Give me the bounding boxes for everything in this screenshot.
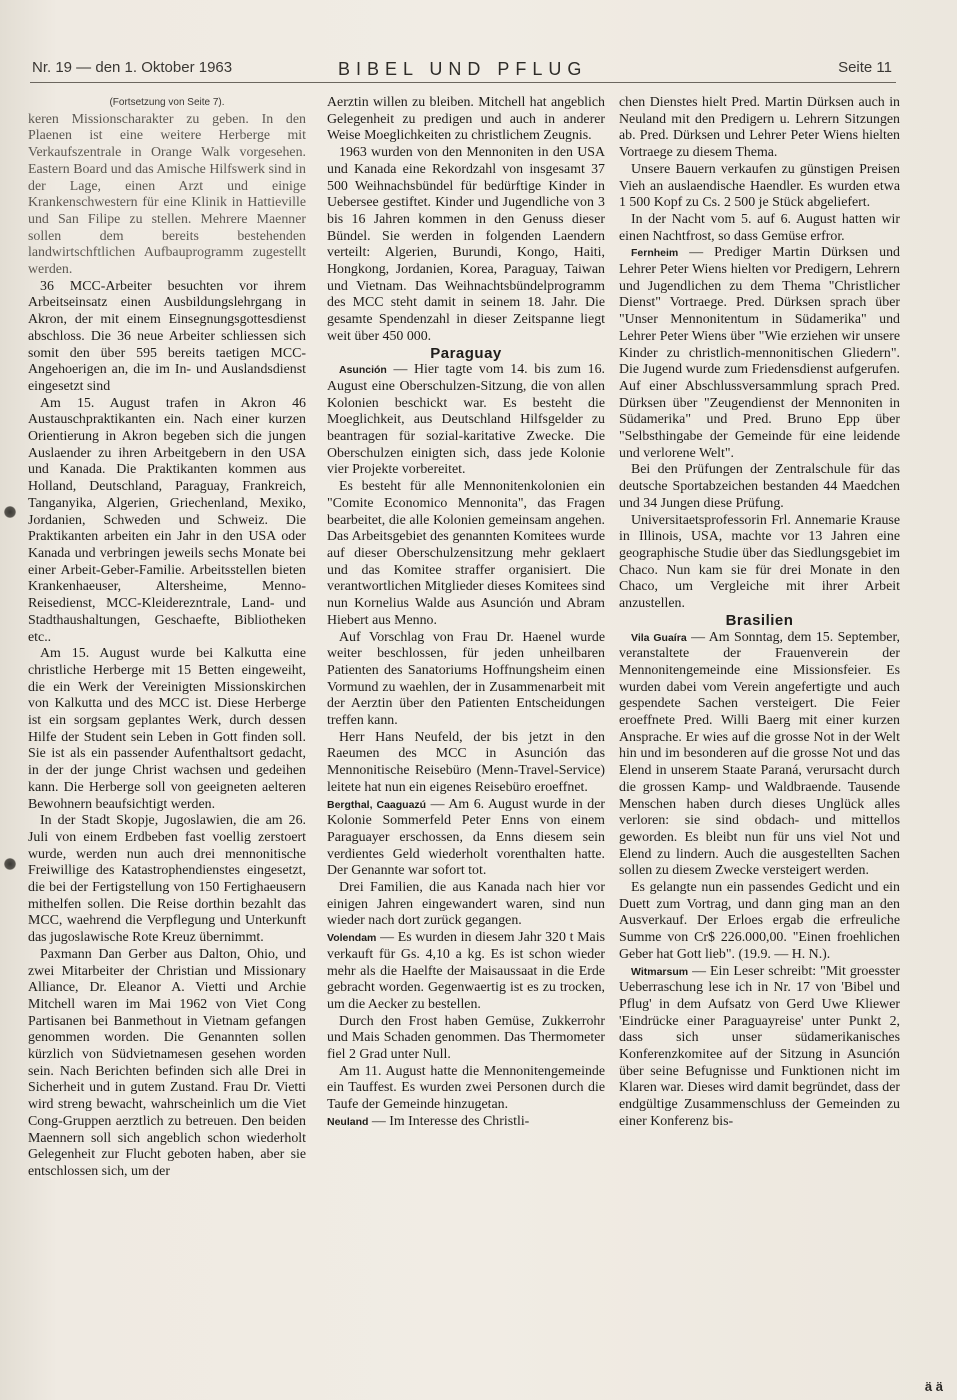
item-text: — Am Sonntag, dem 15. September, veranstaltete der Frauenverein der Mennonitengemeinde eine Missionsfeier. Es wurden dabei vom Verein angefertigte und auch gespendete Sachen versteigert. Die Feier eroeffnete Pred. Willi Baerg mit einer kurzen Ansprache. Er wies auf die grosse Not in der Welt hin und im besonderen auf die grosse Not und das Elend in unserem Staate Paraná, verursacht durch die grossen Kamp- und Waldbraende. Tausende Menschen haben durch dieses Unglück alles verloren: sie sind obdach- und mittellos geworden. Es bleibt nun für uns viel Not und Elend zu lindern. Auch die ausgestellten Sachen sollen zu diesem Zwecke versteigert werden.: [619, 629, 900, 879]
news-item-fernheim: [619, 245, 900, 462]
paragraph: Es besteht für alle Mennonitenkolonien ein "Comite Economico Mennonita", das Fragen bearbeitet, die alle Kolonien gemeinsam angehen. Das Arbeitsgebiet des genannten Komitees wurde auf dieser Oberschulzensitzung mehr geklaert und das Komitee straffer organisiert. Die verantwortlichen Mitglieder dieses Komitees sind nun Kornelius Walde aus Asunción und Abram Hiebert aus Menno.: [327, 479, 605, 628]
page-header: [28, 55, 894, 83]
paragraph: Am 15. August trafen in Akron 46 Austauschpraktikanten ein. Nach einer kurzen Orientierung in Akron begeben sich die jungen Auslaender zu ihren Arbeitgebern in den USA und Kanada. Die Praktikanten kommen aus Holland, Deutschland, Paraguay, Frankreich, Tanganyika, Algerien, Griechenland, Mexiko, Jordanien, Schweden und Schweiz. Die Praktikanten arbeiten ein Jahr in den USA oder Kanada und verbringen jeweils sechs Monate bei einer Arbeit-Geber-Familie. Arbeitsstellen bieten Krankenhaeuser, Altersheime, Menno-Reisedienst, MCC-Kleiderezntrale, Land- und Stadthaushaltungen, Geschaefte, Bibliotheken etc..: [28, 395, 306, 645]
column-2: [327, 95, 605, 1131]
header-rule: [30, 82, 896, 83]
item-text: — Im Interesse des Christli-: [371, 1113, 530, 1129]
paragraph: Unsere Bauern verkaufen zu günstigen Preisen Vieh an auslaendische Haendler. Es wurden etwa 1 500 Kopf zu Cs. 2 500 je Stück abgeliefert.: [619, 161, 900, 211]
paragraph: 36 MCC-Arbeiter besuchten vor ihrem Arbeitseinsatz einen Ausbildungslehrgang in Akron, der mit einem Einsegnungsgottesdienst abschloss. Die 36 neue Arbeiter schliessen sich somit den über 595 bereits taetigen MCC-Angehoerigen an, die im In- und Auslandsdienst eingesetzt sind: [28, 278, 306, 394]
section-heading-paraguay: Paraguay: [430, 344, 502, 362]
paragraph: Paxmann Dan Gerber aus Dalton, Ohio, und zwei Mitarbeiter der Christian und Missionary Alliance, Dr. Eleanor A. Vietti und Archie Mitchell waren im Mai 1962 von Viet Cong Partisanen bei Banmethout in Vietnam gefangen genommen worden. Die Genannten sollen kürzlich von Südvietnamesen gesehen worden sein. Nach Berichten befinden sich alle Drei in Sicherheit und in gutem Zustand. Frau Dr. Vietti wird streng bewacht, wahrscheinlich um die Viet Cong-Gruppen aerztlich zu betreuen. Den beiden Maennern soll sich angeblich schon wiederholt Gelegenheit zur Flucht geboten haben, aber sie entschlossen sich, um der: [28, 946, 306, 1179]
paragraph: Herr Hans Neufeld, der bis jetzt in den Raeumen des MCC in Asunción das Mennonitische Reisebüro (Menn-Travel-Service) leitete hat nun ein eigenes Reisebüro eroeffnet.: [327, 729, 605, 795]
punch-hole: [4, 506, 16, 518]
news-item-bergthal: [327, 797, 605, 881]
place-label: Bergthal, Caaguazú: [327, 798, 427, 811]
place-label: Neuland: [327, 1115, 369, 1128]
column-1: [28, 95, 306, 1181]
place-label: Witmarsum: [631, 965, 689, 978]
place-label: Volendam: [327, 932, 377, 945]
paragraph: Auf Vorschlag von Frau Dr. Haenel wurde weiter beschlossen, für jeden unheilbaren Patienten des Sanatoriums Hoffnungsheim einen Vormund zu waehlen, der in Zusammenarbeit mit der Aerztin über den Patienten Entscheidungen treffen kann.: [327, 629, 605, 729]
paragraph: chen Dienstes hielt Pred. Martin Dürksen auch in Neuland mit den Predigern u. Lehrern Sitzungen ab. Pred. Dürksen und Lehrer Peter Wiens hielten Vortraege zu diesem Thema.: [619, 95, 900, 161]
corner-mark: ä ä: [924, 1379, 943, 1394]
paragraph: keren Missionscharakter zu geben. In den Plaenen ist eine weitere Herberge mit Verkaufszentrale in Orange Walk vorgesehen. Eastern Board und das Amische Hilfswerk sind in der Lage, einen Arzt und einige Krankenschwestern für eine Klinik in Hattieville und San Filipe zu stellen. Mehrere Maenner sollen dem bereits bestehenden landwirtschftlichen Aufbauprogramm zugestellt werden.: [28, 111, 306, 278]
place-label: Asunción: [339, 364, 387, 377]
paragraph: Bei den Prüfungen der Zentralschule für das deutsche Sportabzeichen bestanden 44 Maedchen und 34 Jungen diese Prüfung.: [619, 462, 900, 511]
section-heading-brasilien: Brasilien: [725, 611, 794, 629]
item-text: — Ein Leser schreibt: "Mit groesster Ueberraschung lese ich in Nr. 17 von 'Bibel und Pflug' in dem Aufsatz von Gerd Uwe Kliewer 'Eindrücke einer Paraguayreise' unter Punkt 2, dass sich unser südamerikanisches Konferenzkomitee auf der Sitzung in Asunción über seine Befugnisse und Funktionen nicht im Klaren war. Dieses wird damit begründet, dass der endgültige Zusammenschluss der Gemeinden zu einer Konferenz bis-: [619, 963, 900, 1129]
paragraph: Am 15. August wurde bei Kalkutta eine christliche Herberge mit 15 Betten eingeweiht, die ein Werk der Vereinigten Missionskirchen von Kalkutta und des MCC ist. Diese Herberge ist ein sorgsam geplantes Werk, durch dessen Hilfe der Student sein Leben in Gott finden soll. Sie ist als ein passender Aufenthaltsort gedacht, in der der junge Christ wachsen und gedeihen kann. Die Herberge soll von geeigneten aelteren Bewohnern beaufsichtigt werden.: [28, 646, 306, 812]
place-label: Vila Guaíra: [631, 631, 687, 644]
place-label: Fernheim: [631, 247, 679, 260]
item-text: — Hier tagte vom 14. bis zum 16. August eine Oberschulzen-Sitzung, die von allen Kolonien beschickt war. Es besteht die Moeglichkeit, aus Deutschland Hilfsgelder zu beantragen für sozial-karitative Zwecke. Die Oberschulzen einigten sich, dass jede Kolonie vier Projekte vorbereitet.: [327, 362, 605, 478]
paragraph: 1963 wurden von den Mennoniten in den USA und Kanada eine Rekordzahl von insgesamt 37 500 Weihnachsbündel für bedürftige Kinder in Uebersee gestiftet. Kinder und Jugendliche von 3 bis 16 Jahren kommen in den Genuss dieser Bündel. Sie werden in folgenden Laendern verteilt: Algerien, Burundi, Kongo, Haiti, Hongkong, Jordanien, Korea, Paraguay, Taiwan und Vietnam. Das Weihnachtsbündelprogramm des MCC steht damit in seinem 18. Jahr. Die gesamte Spendenzahl in dieser Zeitspanne liegt weit über 450 000.: [327, 145, 605, 344]
paragraph: Es gelangte nun ein passendes Gedicht und ein Duett zum Vortrag, und dann ging man an den Ausverkauf. Der Erloes ergab die erfreuliche Summe von Cr$ 226.000,00. "Einen froehlichen Geber hat Gott lieb". (19.9. — H. N.).: [619, 880, 900, 962]
item-text: — Am 6. August wurde in der Kolonie Sommerfeld Peter Enns von einem Paraguayer erschossen, da Enns diesem sein verdientes Geld wiederholt vorenthalten hatte. Der Genannte war sofort tot.: [327, 796, 605, 879]
punch-hole: [4, 858, 16, 870]
news-item-asuncion: [327, 362, 605, 479]
page-number: Seite 11: [838, 59, 892, 76]
continuation-note: (Fortsetzung von Seite 7).: [109, 97, 225, 108]
news-item-vila-guaira: [619, 630, 900, 881]
paragraph: In der Stadt Skopje, Jugoslawien, die am 26. Juli von einem Erdbeben fast voellig zerstoert wurde, werden nun auch drei mennonitische Freiwillige des Katastrophendienstes eingesetzt, die bei der Fertigstellung von 150 Fertighaeusern mithelfen sollen. Die Reise dorthin bezahlt das MCC, waehrend die Verpflegung und Unterkunft das jugoslawische Rote Kreuz übernimmt.: [28, 813, 306, 946]
column-3: [619, 95, 900, 1131]
news-item-witmarsum: [619, 964, 900, 1131]
news-item-neuland: [327, 1114, 605, 1131]
paragraph: Durch den Frost haben Gemüse, Zukkerrohr und Mais Schaden genommen. Das Thermometer fiel 2 Grad unter Null.: [327, 1013, 605, 1063]
paragraph: Universitaetsprofessorin Frl. Annemarie Krause in Illinois, USA, machte vor 13 Jahren eine geographische Studie über das Siedlungsgebiet im Chaco. Nun kam sie für drei Monate in den Chaco, um Vergleiche mit ihrer Arbeit anzustellen.: [619, 512, 900, 612]
item-text: — Prediger Martin Dürksen und Lehrer Peter Wiens hielten vor Predigern, Lehrern und Jugendlichen zu dem Thema "Christlicher Dienst" Vortraege. Pred. Dürksen sprach über "Unser Mennonitentum in Südamerika" und Lehrer Peter Wiens über "Wie erziehen wir unsere Kinder zu christlich-mennonitischen Gliedern". Die Jugend wurde zum Friedensdienst aufgerufen. Auf einer Abschlussversammlung sprach Pred. Dürksen über "Zeugendienst der Mennoniten in Südamerika" und Pred. Bruno Epp über "Selbsthingabe der Gemeinde für eine leidende und verlorene Welt".: [619, 245, 900, 461]
issue-info: Nr. 19 — den 1. Oktober 1963: [32, 59, 233, 76]
paragraph: Aerztin willen zu bleiben. Mitchell hat angeblich Gelegenheit zu predigen und auch in anderer Weise Moeglichkeiten zu christlichem Zeugnis.: [327, 95, 605, 144]
paragraph: Drei Familien, die aus Kanada nach hier vor einigen Jahren eingewandert waren, sind nun wieder nach dort zurück gegangen.: [327, 880, 605, 929]
item-text: — Es wurden in diesem Jahr 320 t Mais verkauft für Gs. 4,10 a kg. Es ist schon wieder mehr als die Haelfte der Maisaussaat in die Erde gebracht worden. Gegenwaertig ist es zu trocken, um die Aecker zu bestellen.: [327, 930, 605, 1012]
paragraph: Am 11. August hatte die Mennonitengemeinde ein Tauffest. Es wurden zwei Personen durch die Taufe der Gemeinde hinzugetan.: [327, 1063, 605, 1113]
paragraph: In der Nacht vom 5. auf 6. August hatten wir einen Nachtfrost, so dass Gemüse erfror.: [619, 211, 900, 244]
masthead-title: BIBEL UND PFLUG: [338, 59, 588, 79]
news-item-volendam: [327, 930, 605, 1014]
